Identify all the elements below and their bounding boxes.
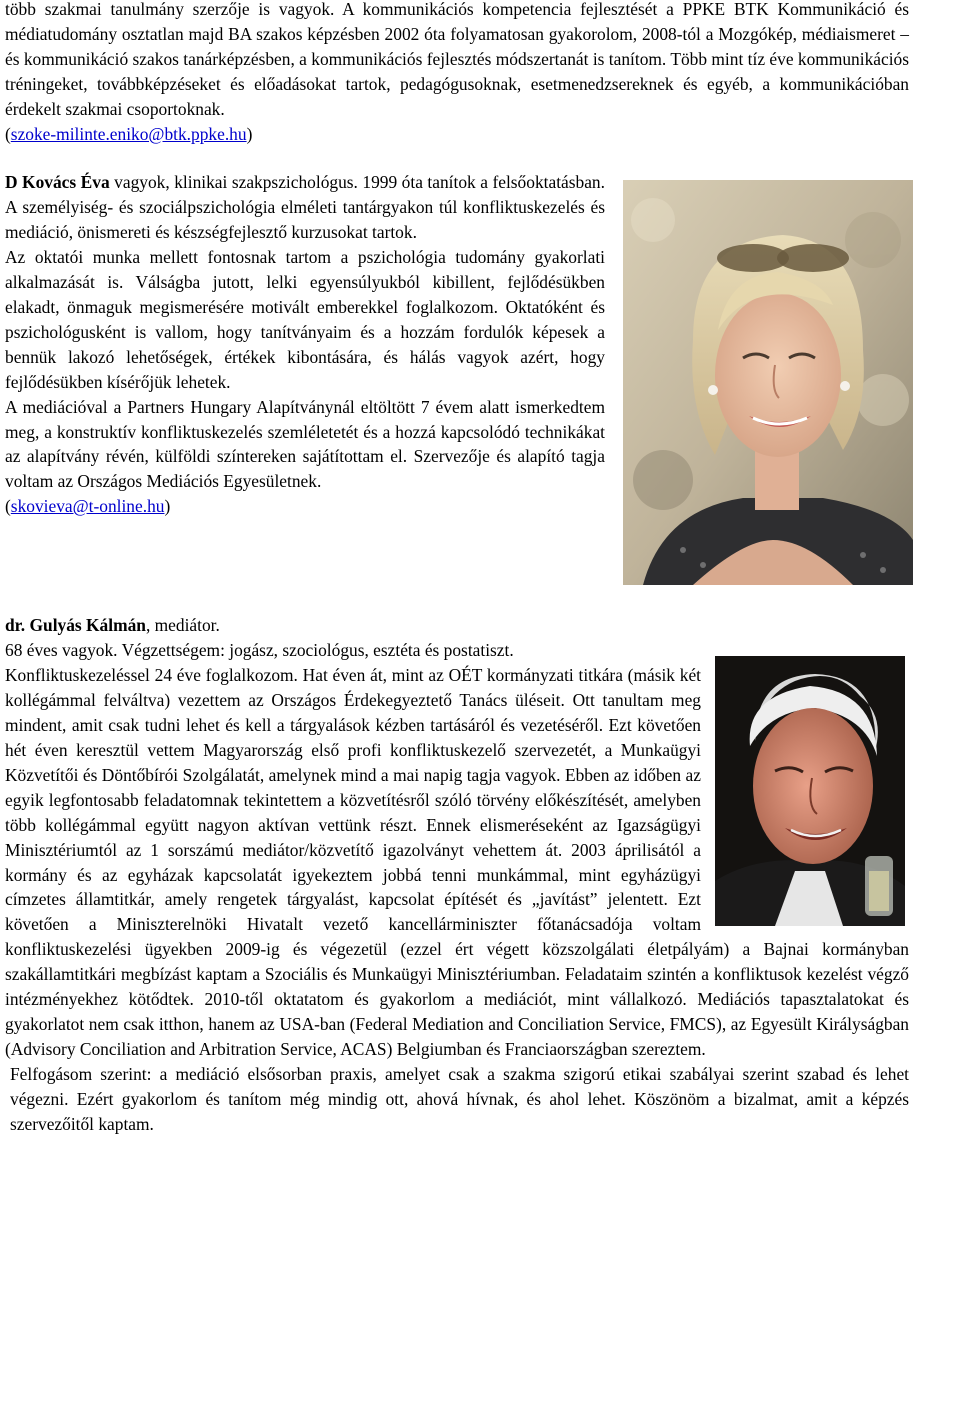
email-link-kovacs[interactable]: skovieva@t-online.hu xyxy=(10,496,165,517)
portrait-photo-kovacs xyxy=(623,180,913,585)
person-name-gulyas: dr. Gulyás Kálmán xyxy=(5,615,146,636)
paren-close: ) xyxy=(246,123,253,144)
kovacs-text-1: vagyok, klinikai szakpszichológus. 1999 óta tanítok a felsőoktatásban. A személyiség- és szociálpszichológia elméleti tantárgyakon túl konfliktuskezelés és mediáció, önismereti és készségfejlesztő kurzusokat tartok. xyxy=(5,172,605,243)
intro-email-line xyxy=(5,122,909,147)
intro-text: több szakmai tanulmány szerzője is vagyok. A kommunikációs kompetencia fejlesztését a PPKE BTK Kommunikáció és médiatudomány osztatlan majd BA szakos képzésben 2002 óta folyamatosan gyakorolom, 2008-tól a Mozgókép, médiaismeret –és kommunikáció szakos tanárképzésben, a kommunikációs fejlesztés módszertanát is tanítom. Több mint tíz éve kommunikációs tréningeket, továbbképzéseket és előadásokat tartok, pedagógusoknak, esetmenedzsereknek és egyéb, a kommunikációban érdekelt szakmai csoportoknak. xyxy=(5,0,909,119)
intro-paragraph xyxy=(5,0,909,122)
document-page xyxy=(5,0,909,1136)
section-kovacs xyxy=(5,170,909,519)
paren-open: ( xyxy=(5,496,11,517)
paren-open: ( xyxy=(5,123,11,144)
person-name-kovacs: D Kovács Éva xyxy=(5,172,110,193)
kovacs-paragraph-3: A mediációval a Partners Hungary Alapítványnál eltöltött 7 évem alatt ismerkedtem meg, a konstruktív konfliktuskezelés szemléletetét és a hozzá kapcsolódó technikákat az alapítvány révén, külföldi színtereken sajátítottam el. Szervezője és alapító tagja voltam az Országos Mediációs Egyesületnek. xyxy=(5,396,605,492)
portrait-man-image xyxy=(715,656,905,926)
gulyas-role: , mediátor. xyxy=(145,615,220,636)
section-gulyas xyxy=(5,613,909,1136)
portrait-woman-image xyxy=(623,180,913,585)
gulyas-paragraph-3: Felfogásom szerint: a mediáció elsősorban praxis, amelyet csak a szakma szigorú etikai szabályai szerint szabad és lehet végezni. Ezért gyakorlom és tanítom még mindig ott, ahová hívnak, és ahol lehet. Köszönöm a bizalmat, amit a képzés szervezőitől kaptam. xyxy=(10,1063,909,1134)
portrait-photo-gulyas xyxy=(715,656,905,926)
gulyas-paragraph-2: Konfliktuskezeléssel 24 éve foglalkozom. Hat éven át, mint az OÉT kormányzati titkára (másik két kollégámmal felváltva) vezettem az Országos Érdekegyeztető Tanács üléseit. Ott tanultam meg mindent, amit csak tudni lehet és kell a tárgyalások kézben tartásáról és vezetéséről. Ezt követően hét éven keresztül vettem Magyarország első profi konfliktuskezelő szervezetét, a Munkaügyi Közvetítői és Döntőbírói Szolgálatát, amelynek mind a mai napig tagja vagyok. Ebben az időben az egyik legfontosabb feladatomnak tekintettem a közvetítésről szóló törvény előkészítését, amelyben több kollégámmal együtt nagyon aktívan vettünk részt. Ennek elismeréseként az Igazságügyi Minisztériumtól az 1 sorszámú mediátor/közvetítő igazolványt vehettem át. 2003 áprilisától a kormány és az egyházak kapcsolatát igyekeztem jobbá tenni munkámmal, mint egyházügyi címzetes államtitkár, amely rengetek tárgyalást, kapcsolat építését és „javítást” jelentett. Ezt követően a Miniszterelnöki Hivatalt vezető kancellárminiszter főtanácsadója voltam konfliktuskezelési ügyekben 2009-ig és végezetül (ezzel ért végett közszolgálati életpályám) a Bajnai kormányban szakállamtitkári megbízást kaptam a Szociális és Munkaügyi Minisztériumban. Feladataim szintén a konfliktusok kezelést végző intézményekhez kötődtek. 2010-től oktatatom és gyakorlom a mediációt, mint vállalkozó. Mediációs tapasztalatokat és gyakorlatot nem csak itthon, hanem az USA-ban (Federal Mediation and Conciliation Service, FMCS), az Egyesült Királyságban (Advisory Conciliation and Arbitration Service, ACAS) Belgiumban és Franciaországban szereztem. xyxy=(5,665,909,1059)
gulyas-title-line xyxy=(5,613,909,638)
kovacs-paragraph-2: Az oktatói munka mellett fontosnak tartom a pszichológia tudomány gyakorlati alkalmazását is. Válságba jutott, lelki egyensúlyukból kibillent, fejlődésükben elakadt, önmaguk megismerésére motivált emberekkel foglalkozom. Oktatóként és pszichológusként is vallom, hogy tanítványaim és a hozzám fordulók képesek a bennük lakozó lehetőségek, értékek kibontására, és hálás vagyok azért, hogy fejlődésükben kísérőjük lehetek. xyxy=(5,247,605,392)
paren-close: ) xyxy=(164,496,171,517)
email-link-szoke[interactable]: szoke-milinte.eniko@btk.ppke.hu xyxy=(10,123,247,144)
spacer xyxy=(5,589,909,613)
spacer xyxy=(5,146,909,170)
gulyas-paragraph-1: 68 éves vagyok. Végzettségem: jogász, szociológus, esztéta és postatiszt. xyxy=(5,640,514,661)
